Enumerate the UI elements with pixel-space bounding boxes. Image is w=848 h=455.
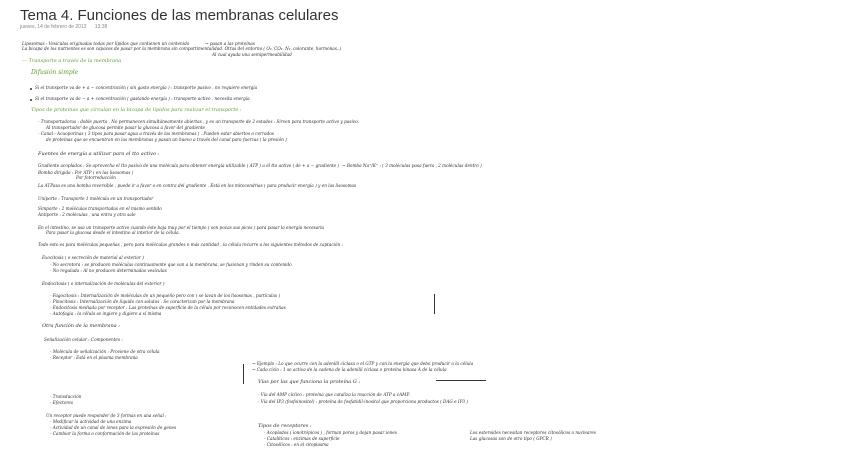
underline-stroke: [436, 380, 486, 381]
note-line: - Transducción: [50, 394, 82, 399]
note-line: Por fotorreducción: [76, 175, 116, 180]
note-line: → Bomba Na⁺/K⁺ : ( 3 moléculas pasa fuera , 2 moléculas dentro ): [342, 163, 482, 168]
note-line: - Actividad de un canal de iones para la expresión de genes: [50, 425, 177, 430]
note-line: - Modificar la actividad de una enzima: [50, 419, 132, 424]
section-heading: — Transporte a través de la membrana: [22, 58, 122, 64]
note-line: → Ejemplo : Lo que ocurre con la adenilil ciclasa o el GTP y con la energía que debe producir a la célula: [252, 361, 474, 366]
note-line: - Fagocitosis : Internalización de moléculas de un pequeño pero con ( se lavan de los lisosomas , partículas ): [50, 293, 281, 298]
note-line: - Canal : Acuoporinas ( 3 tipos para pasar agua a través de las membranas ) . Pueden estar abiertos o cerrados: [38, 131, 274, 136]
bracket: [243, 364, 244, 384]
note-line: - Cambiar la forma o conformación de las proteínas: [50, 431, 160, 436]
note-line: - Vía del IP3 (fosfoinositol) : proteína de fosfatidil-inositol que proporciona productos ( DAG e IP3 ): [258, 399, 469, 404]
date-text: jueves, 14 de febrero de 2013: [20, 24, 87, 30]
note-line: → pasan a las proteínas: [205, 41, 255, 46]
note-line: Las glucosas son de otro tipo ( GPCR ): [470, 436, 552, 441]
note-line: Al cual ayuda una semipermeabilidad: [212, 52, 292, 57]
note-line: Uniporte : Transporte 1 molécula en un transportador: [38, 196, 154, 201]
note-line: - Receptor : Está en el plasma membrana: [50, 355, 138, 360]
note-heading: Fuentes de energía a utilizar para el tto activo :: [38, 151, 160, 157]
note-line: Todo esto es para moléculas pequeñas , pero para moléculas grandes o más cantidad , la célula recurre a los siguientes métodos de captación :: [38, 242, 343, 247]
note-line: Un receptor puede responder de 3 formas en una señal :: [46, 413, 167, 418]
note-line: - Molécula de señalización : Proviene de otra célula: [50, 349, 160, 354]
note-line: - No regulada : Al no producen determinadas vesículas: [50, 268, 167, 273]
note-line: - Endocitosis mediada por receptor : Las proteínas de superficie de la célula por reconocen entidades extrañas: [50, 305, 286, 310]
bracket: [434, 294, 435, 314]
note-line: Endocitosis ( o internalización de moléculas del exterior ): [42, 281, 165, 286]
section-heading: Difusión simple: [31, 69, 79, 76]
note-heading: Otra función de la membrana :: [42, 323, 120, 329]
note-line: Gradiente acoplados : Se aprovecha el tto pasivo de una molécula para obtener energía utilizable ( ATP ) a él tto activo ( de + a − gradiente ): [38, 163, 340, 168]
note-line: - Transportadoras : doble puerta , No permanecen simultáneamente abiertas , y es un transporte de 2 estados : Sirven para transporte activo y pasivo.: [38, 119, 359, 124]
note-line: Simporte : 2 moléculas transportadas en el mismo sentido: [38, 206, 162, 211]
bullet-dot: [30, 99, 32, 101]
note-heading: Vías por las que funciona la proteína G :: [258, 379, 361, 385]
note-line: La ATPasa es una bomba reversible , puede ir a favor o en contra del gradiente . Está en los mitocondrias ( para producir energía ) y en las lisosomas: [38, 183, 357, 188]
time-text: 13:38: [94, 24, 108, 30]
note-line: - Catalíticos : enzimas de superficie: [264, 436, 340, 441]
note-line: En el intestino, se usa un transporte activo cuando éste baja muy por el tiempo ( son pocas sus picos ) para pasar la energía necesaria: [38, 225, 325, 230]
page-date: [20, 24, 107, 30]
note-line: de proteínas que se encuentran en las membranas y pasan un huevo a través del canal para fuerzas ( la presión ): [46, 137, 287, 142]
note-line: - No secretora : se producen moléculas continuamente que van a la membrana, se fusionan y rinden su contenido: [50, 262, 292, 267]
note-line: - Acoplados ( ionotrópicos ) , forman poros y dejan pasar iones: [264, 430, 397, 435]
note-line: La bicapa de los nutrientes es son capaces de pasar por la membrana sin compartimentalidad. Otras del entorno ( O₂, CO₂, N₂, colorante, hormonas..): [22, 46, 342, 51]
note-line: Para pasar la glucosa desde el intestino al interior de la célula.: [46, 230, 180, 235]
note-line: Bomba dirigida : Por ATP ( en las lisosomas ): [38, 170, 134, 175]
note-line: - Autofagia : la célula se ingiere y digiere a sí misma: [50, 311, 162, 316]
section-heading: Tipos de proteínas que circulan en la bicapa de lípidos para realizar el transporte :: [31, 107, 242, 113]
note-line: Liposomas : Vesículas originadas todas por lípidos que contienen un contenido: [22, 41, 190, 46]
note-heading: Tipos de receptores :: [258, 423, 312, 429]
note-line: - Vía del AMP cíclico : proteína que cataliza la reacción de ATP a cAMP.: [258, 392, 410, 397]
note-line: Antiporte : 2 moléculas , una entra y otra sale: [38, 212, 136, 217]
note-line: Señalización celular : Componentes :: [44, 337, 123, 342]
note-line: → Cada ciclo : 1 se activa de la cadena de la adenilil ciclasa o proteína kinasa A de la célula: [252, 367, 447, 372]
note-line: Los esteroides necesitan receptores citosólicos o nucleares: [470, 430, 597, 435]
note-line: - Pinocitosis : Internalización de líquido con solutos . Se caracterizan por la membrana: [50, 299, 235, 304]
note-line: Al transportador de glucosa permite pasar la glucosa a favor del gradiente: [46, 125, 205, 130]
bullet-dot: [30, 88, 32, 90]
note-line: Si el transporte va de − a + concentración ( gastando energía ) : transporte activo , necesita energía: [35, 96, 250, 101]
note-line: - Citosólicos : en el citoplasma: [264, 442, 329, 447]
note-line: Exocitosis ( o secreción de material al exterior ): [42, 255, 144, 260]
page-title: Tema 4. Funciones de las membranas celulares: [20, 7, 339, 24]
note-line: - Efectores: [50, 400, 74, 405]
note-line: Si el transporte va de + a − concentración ( sin gasto energía ) : transporte pasivo , no requiere energía: [35, 85, 258, 90]
